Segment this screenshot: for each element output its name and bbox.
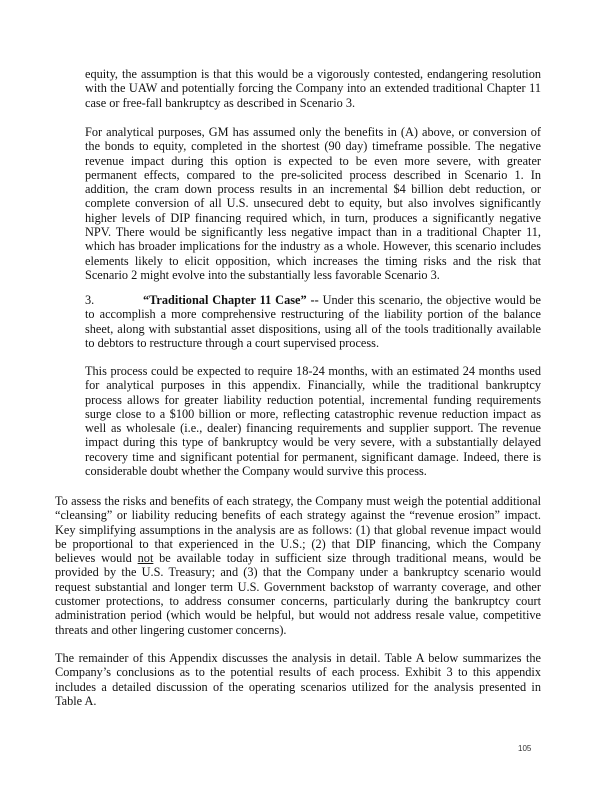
scenario-number: 3. (85, 293, 95, 307)
paragraph-analytical-purposes: For analytical purposes, GM has assumed only the benefits in (A) above, or conversion of the bonds to equity, completed in the shortest (90 day) timeframe possible. The negative revenue impact during this option is expected to be even more severe, with greater permanent effects, compared to the pre-solicited process described in Scenario 1. In addition, the cram down process results in an incremental $4 billion debt reduction, or complete conversion of all U.S. unsecured debt to equity, but also involves significantly higher levels of DIP financing required which, in turn, produces a significantly negative NPV. There would be significantly less negative impact than in a traditional Chapter 11, which has broader implications for the industry as a whole. However, this scenario includes elements likely to elicit opposition, which increases the timing risks and the risk that Scenario 2 might evolve into the substantially less favorable Scenario 3. (85, 125, 541, 282)
risks-text-part-1: To assess the risks and benefits of each strategy, the Company must weigh the potential additional “cleansing” or liability reducing benefits of each strategy against the “revenue erosion” impact. Key simplifying assumptions in the analysis are as follows: (1) that global revenue impact would be proportional to that experienced in the U.S.; (2) that DIP financing, which the Company believes would (55, 494, 541, 566)
paragraph-remainder: The remainder of this Appendix discusses the analysis in detail. Table A below summarizes the Company’s conclusions as to the potential results of each process. Exhibit 3 to this appendix includes a detailed discussion of the operating scenarios utilized for the analysis presented in Table A. (55, 651, 541, 708)
page-number: 105 (518, 744, 532, 753)
scenario-title: “Traditional Chapter 11 Case” -- (143, 293, 319, 307)
paragraph-risks-benefits (55, 494, 541, 637)
scenario-body: Under this scenario, the objective would be to accomplish a more comprehensive restructuring of the liability portion of the balance sheet, along with substantial asset dispositions, using all of the tools traditionally available to debtors to restructure through a court supervised process. (85, 293, 541, 350)
paragraph-process-duration: This process could be expected to require 18-24 months, with an estimated 24 months used for analytical purposes in this appendix. Financially, while the traditional bankruptcy process allows for greater liability reduction potential, incremental funding requirements surge close to a $100 billion or more, reflecting catastrophic revenue reduction impact as well as wholesale (i.e., dealer) financing requirements and supplier support. The revenue impact during this type of bankruptcy would be very severe, with a substantially delayed recovery time and significant potential for permanent, significant damage. Indeed, there is considerable doubt whether the Company would survive this process. (85, 364, 541, 479)
underlined-not: not (137, 551, 154, 566)
paragraph-scenario-3 (85, 293, 541, 350)
paragraph-scenario-2-continuation: equity, the assumption is that this would be a vigorously contested, endangering resolution with the UAW and potentially forcing the Company into an extended traditional Chapter 11 case or free-fall bankruptcy as described in Scenario 3. (85, 67, 541, 110)
risks-text-part-2: be available today in sufficient size through traditional means, would be provided by the U.S. Treasury; and (3) that the Company under a bankruptcy scenario would request substantial and longer term U.S. Government backstop of warranty coverage, and other customer protections, to address consumer concerns, particularly during the bankruptcy court administration period (which would be helpful, but would not address resale value, competitive threats and other lingering customer concerns). (55, 551, 541, 637)
